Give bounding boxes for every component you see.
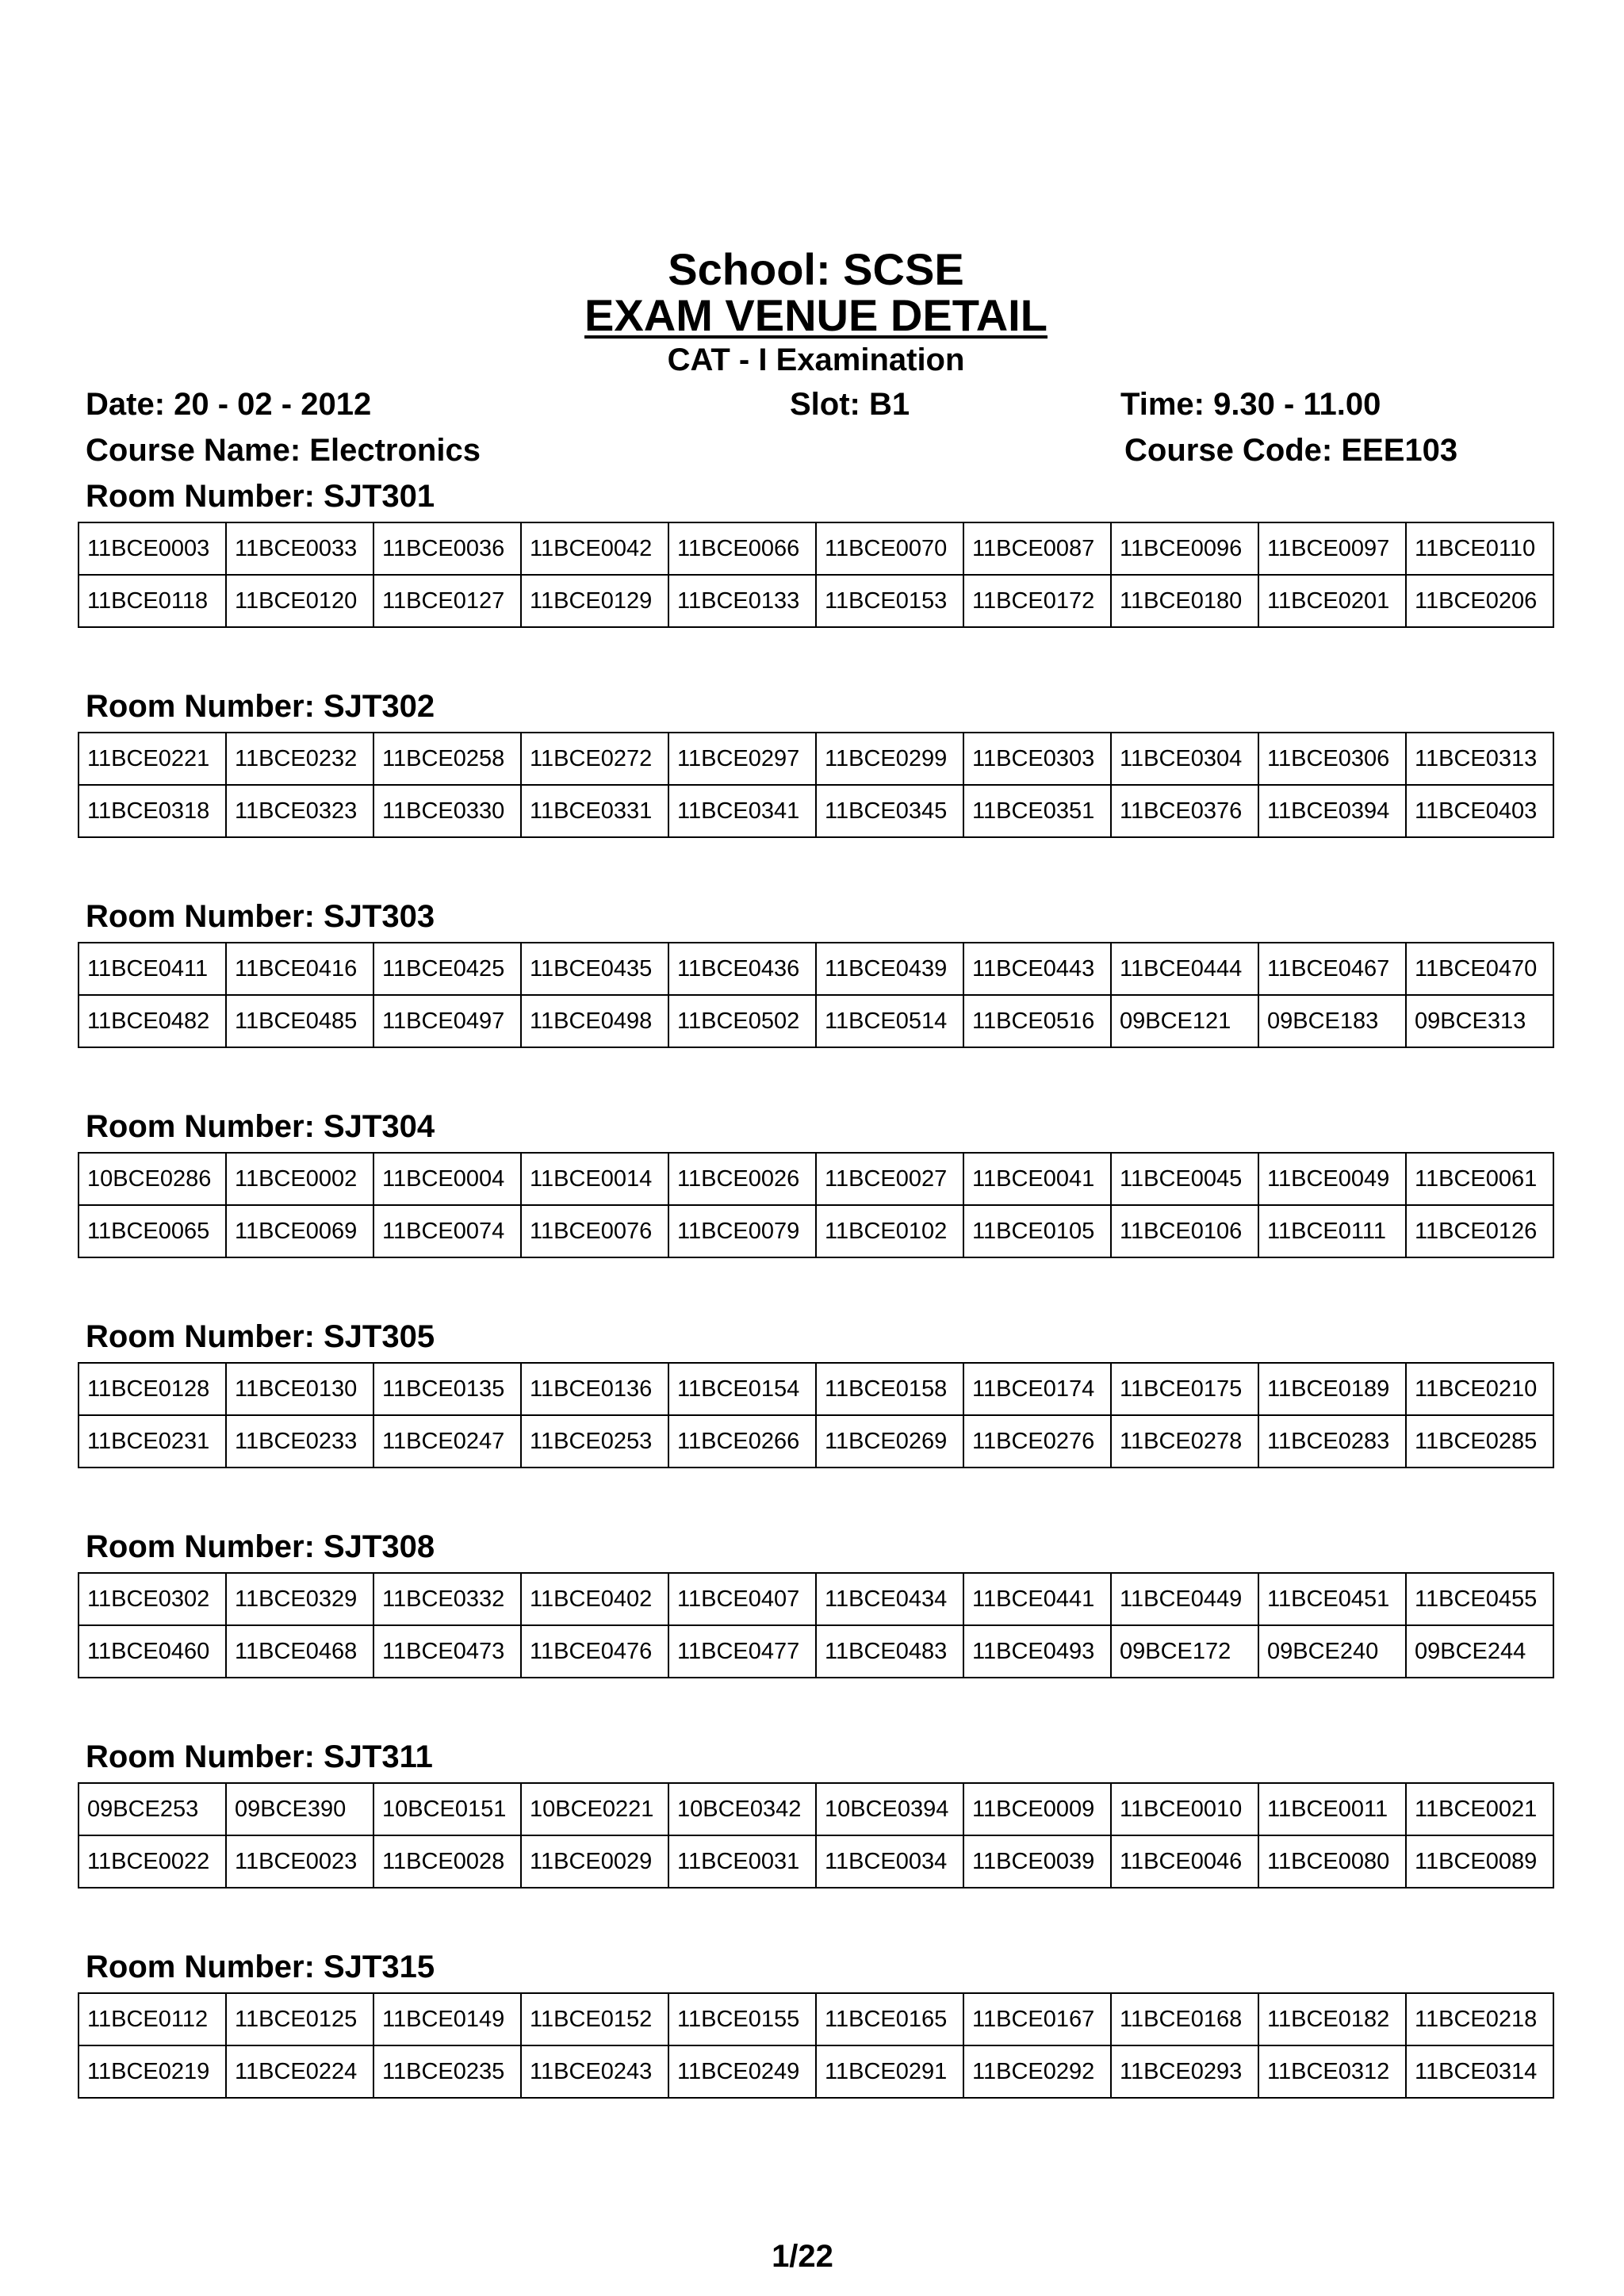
roll-number-cell: 11BCE0403 [1406,785,1553,837]
roll-number-cell: 11BCE0493 [963,1625,1111,1678]
roll-number-cell: 11BCE0201 [1258,575,1406,627]
table-row [79,1835,1553,1888]
roll-number-cell: 11BCE0258 [373,733,521,785]
roll-number-cell: 11BCE0425 [373,943,521,995]
roll-number-cell: 11BCE0345 [816,785,963,837]
roll-number-cell: 11BCE0313 [1406,733,1553,785]
roll-number-cell: 11BCE0323 [226,785,373,837]
roll-number-cell: 11BCE0291 [816,2045,963,2098]
roll-number-cell: 11BCE0269 [816,1415,963,1468]
roll-number-cell: 11BCE0003 [79,522,226,575]
roll-number-cell: 11BCE0253 [521,1415,668,1468]
roll-number-cell: 11BCE0029 [521,1835,668,1888]
roll-number-cell: 11BCE0080 [1258,1835,1406,1888]
room-number-label: Room Number: SJT308 [86,1529,435,1564]
roll-number-cell: 11BCE0285 [1406,1415,1553,1468]
roll-number-cell: 11BCE0045 [1111,1153,1258,1205]
roll-number-cell: 11BCE0097 [1258,522,1406,575]
roll-number-cell: 11BCE0070 [816,522,963,575]
table-row [79,943,1553,995]
roll-number-cell: 11BCE0483 [816,1625,963,1678]
table-row [79,2045,1553,2098]
roll-number-cell: 11BCE0219 [79,2045,226,2098]
roll-number-cell: 11BCE0299 [816,733,963,785]
table-row [79,575,1553,627]
roll-number-cell: 11BCE0218 [1406,1993,1553,2045]
roll-number-cell: 11BCE0330 [373,785,521,837]
roll-number-cell: 10BCE0394 [816,1783,963,1835]
roll-number-cell: 11BCE0041 [963,1153,1111,1205]
roll-number-cell: 11BCE0133 [668,575,816,627]
roll-number-cell: 11BCE0129 [521,575,668,627]
roll-number-cell: 11BCE0106 [1111,1205,1258,1257]
roll-number-cell: 11BCE0168 [1111,1993,1258,2045]
roll-number-cell: 11BCE0502 [668,995,816,1047]
roll-number-cell: 11BCE0331 [521,785,668,837]
roll-number-cell: 11BCE0066 [668,522,816,575]
table-row [79,1153,1553,1205]
roll-number-cell: 11BCE0477 [668,1625,816,1678]
roll-number-cell: 11BCE0443 [963,943,1111,995]
roll-number-cell: 11BCE0293 [1111,2045,1258,2098]
roll-number-cell: 11BCE0127 [373,575,521,627]
roll-number-cell: 11BCE0026 [668,1153,816,1205]
roll-number-cell: 11BCE0444 [1111,943,1258,995]
roll-number-cell: 11BCE0158 [816,1363,963,1415]
roll-number-cell: 11BCE0076 [521,1205,668,1257]
roll-number-cell: 11BCE0314 [1406,2045,1553,2098]
roll-number-cell: 09BCE313 [1406,995,1553,1047]
roll-number-cell: 11BCE0069 [226,1205,373,1257]
roll-number-cell: 11BCE0272 [521,733,668,785]
table-row [79,1573,1553,1625]
roll-number-cell: 11BCE0011 [1258,1783,1406,1835]
roll-number-cell: 09BCE183 [1258,995,1406,1047]
roll-number-cell: 11BCE0165 [816,1993,963,2045]
roll-number-cell: 11BCE0033 [226,522,373,575]
room-number-label: Room Number: SJT305 [86,1319,435,1354]
roll-number-cell: 11BCE0233 [226,1415,373,1468]
room-number-label: Room Number: SJT304 [86,1109,435,1144]
roll-number-cell: 11BCE0221 [79,733,226,785]
exam-name: CAT - I Examination [667,342,965,377]
roll-number-cell: 11BCE0376 [1111,785,1258,837]
roll-number-cell: 11BCE0341 [668,785,816,837]
roll-number-cell: 10BCE0151 [373,1783,521,1835]
roll-number-cell: 11BCE0110 [1406,522,1553,575]
roll-number-cell: 11BCE0039 [963,1835,1111,1888]
exam-slot: Slot: B1 [790,387,910,422]
roll-number-cell: 11BCE0247 [373,1415,521,1468]
roll-number-cell: 11BCE0087 [963,522,1111,575]
roll-number-cell: 11BCE0136 [521,1363,668,1415]
roll-number-table [78,1992,1554,2099]
roll-number-cell: 11BCE0243 [521,2045,668,2098]
roll-number-cell: 11BCE0476 [521,1625,668,1678]
roll-number-cell: 11BCE0061 [1406,1153,1553,1205]
roll-number-cell: 11BCE0485 [226,995,373,1047]
roll-number-cell: 11BCE0232 [226,733,373,785]
roll-number-cell: 11BCE0180 [1111,575,1258,627]
roll-number-cell: 11BCE0206 [1406,575,1553,627]
roll-number-cell: 11BCE0467 [1258,943,1406,995]
roll-number-cell: 11BCE0304 [1111,733,1258,785]
roll-number-cell: 11BCE0224 [226,2045,373,2098]
exam-date: Date: 20 - 02 - 2012 [86,387,372,422]
roll-number-cell: 11BCE0128 [79,1363,226,1415]
roll-number-cell: 11BCE0441 [963,1573,1111,1625]
table-row [79,1415,1553,1468]
roll-number-cell: 11BCE0182 [1258,1993,1406,2045]
roll-number-cell: 11BCE0111 [1258,1205,1406,1257]
course-code: Course Code: EEE103 [1124,433,1458,468]
roll-number-cell: 11BCE0497 [373,995,521,1047]
roll-number-cell: 11BCE0498 [521,995,668,1047]
roll-number-cell: 11BCE0120 [226,575,373,627]
roll-number-cell: 11BCE0112 [79,1993,226,2045]
roll-number-cell: 11BCE0303 [963,733,1111,785]
roll-number-cell: 11BCE0105 [963,1205,1111,1257]
roll-number-cell: 11BCE0451 [1258,1573,1406,1625]
roll-number-cell: 11BCE0473 [373,1625,521,1678]
roll-number-table [78,1362,1554,1468]
table-row [79,522,1553,575]
roll-number-table [78,522,1554,628]
roll-number-cell: 11BCE0014 [521,1153,668,1205]
roll-number-cell: 11BCE0276 [963,1415,1111,1468]
roll-number-cell: 11BCE0302 [79,1573,226,1625]
roll-number-cell: 11BCE0125 [226,1993,373,2045]
roll-number-cell: 11BCE0152 [521,1993,668,2045]
roll-number-cell: 11BCE0312 [1258,2045,1406,2098]
roll-number-cell: 11BCE0089 [1406,1835,1553,1888]
roll-number-cell: 11BCE0283 [1258,1415,1406,1468]
roll-number-cell: 11BCE0514 [816,995,963,1047]
roll-number-cell: 11BCE0036 [373,522,521,575]
roll-number-cell: 11BCE0470 [1406,943,1553,995]
roll-number-cell: 11BCE0031 [668,1835,816,1888]
exam-time: Time: 9.30 - 11.00 [1120,387,1381,422]
roll-number-cell: 11BCE0022 [79,1835,226,1888]
roll-number-cell: 11BCE0416 [226,943,373,995]
roll-number-cell: 11BCE0482 [79,995,226,1047]
roll-number-cell: 09BCE390 [226,1783,373,1835]
roll-number-cell: 11BCE0351 [963,785,1111,837]
room-number-label: Room Number: SJT302 [86,689,435,724]
roll-number-table [78,1572,1554,1678]
page-number: 1/22 [772,2239,833,2274]
roll-number-cell: 11BCE0278 [1111,1415,1258,1468]
roll-number-table [78,942,1554,1048]
school-heading: School: SCSE [668,244,964,294]
roll-number-cell: 11BCE0034 [816,1835,963,1888]
roll-number-cell: 11BCE0449 [1111,1573,1258,1625]
roll-number-cell: 11BCE0135 [373,1363,521,1415]
roll-number-cell: 11BCE0028 [373,1835,521,1888]
roll-number-cell: 11BCE0102 [816,1205,963,1257]
roll-number-cell: 11BCE0023 [226,1835,373,1888]
roll-number-cell: 11BCE0434 [816,1573,963,1625]
roll-number-cell: 11BCE0079 [668,1205,816,1257]
roll-number-cell: 11BCE0049 [1258,1153,1406,1205]
roll-number-cell: 11BCE0460 [79,1625,226,1678]
roll-number-cell: 11BCE0153 [816,575,963,627]
roll-number-cell: 11BCE0096 [1111,522,1258,575]
table-row [79,1993,1553,2045]
table-row [79,785,1553,837]
roll-number-cell: 11BCE0266 [668,1415,816,1468]
roll-number-cell: 11BCE0004 [373,1153,521,1205]
roll-number-cell: 11BCE0292 [963,2045,1111,2098]
roll-number-cell: 11BCE0167 [963,1993,1111,2045]
course-name: Course Name: Electronics [86,433,481,468]
roll-number-table [78,732,1554,838]
table-row [79,1625,1553,1678]
roll-number-cell: 11BCE0021 [1406,1783,1553,1835]
roll-number-cell: 11BCE0318 [79,785,226,837]
roll-number-cell: 11BCE0002 [226,1153,373,1205]
room-number-label: Room Number: SJT301 [86,479,435,514]
table-row [79,1363,1553,1415]
roll-number-cell: 11BCE0210 [1406,1363,1553,1415]
roll-number-cell: 09BCE253 [79,1783,226,1835]
roll-number-cell: 11BCE0394 [1258,785,1406,837]
roll-number-cell: 11BCE0149 [373,1993,521,2045]
roll-number-cell: 11BCE0154 [668,1363,816,1415]
roll-number-cell: 11BCE0439 [816,943,963,995]
roll-number-cell: 11BCE0468 [226,1625,373,1678]
roll-number-cell: 11BCE0332 [373,1573,521,1625]
table-row [79,1783,1553,1835]
roll-number-cell: 11BCE0174 [963,1363,1111,1415]
roll-number-cell: 11BCE0231 [79,1415,226,1468]
roll-number-table [78,1152,1554,1258]
roll-number-cell: 11BCE0118 [79,575,226,627]
roll-number-cell: 11BCE0329 [226,1573,373,1625]
roll-number-cell: 11BCE0130 [226,1363,373,1415]
roll-number-cell: 10BCE0286 [79,1153,226,1205]
roll-number-cell: 11BCE0455 [1406,1573,1553,1625]
roll-number-cell: 11BCE0436 [668,943,816,995]
roll-number-cell: 11BCE0046 [1111,1835,1258,1888]
roll-number-cell: 11BCE0411 [79,943,226,995]
document-title: EXAM VENUE DETAIL [584,290,1048,340]
roll-number-cell: 11BCE0155 [668,1993,816,2045]
roll-number-cell: 11BCE0065 [79,1205,226,1257]
roll-number-cell: 09BCE172 [1111,1625,1258,1678]
roll-number-cell: 10BCE0342 [668,1783,816,1835]
roll-number-cell: 11BCE0435 [521,943,668,995]
roll-number-cell: 09BCE121 [1111,995,1258,1047]
table-row [79,995,1553,1047]
roll-number-cell: 11BCE0189 [1258,1363,1406,1415]
roll-number-cell: 11BCE0010 [1111,1783,1258,1835]
roll-number-cell: 10BCE0221 [521,1783,668,1835]
room-number-label: Room Number: SJT315 [86,1950,435,1984]
room-number-label: Room Number: SJT311 [86,1739,433,1774]
roll-number-cell: 11BCE0249 [668,2045,816,2098]
roll-number-cell: 11BCE0009 [963,1783,1111,1835]
roll-number-cell: 11BCE0042 [521,522,668,575]
table-row [79,1205,1553,1257]
table-row [79,733,1553,785]
roll-number-table [78,1782,1554,1888]
roll-number-cell: 11BCE0297 [668,733,816,785]
roll-number-cell: 09BCE244 [1406,1625,1553,1678]
roll-number-cell: 11BCE0175 [1111,1363,1258,1415]
roll-number-cell: 11BCE0027 [816,1153,963,1205]
room-number-label: Room Number: SJT303 [86,899,435,934]
roll-number-cell: 11BCE0172 [963,575,1111,627]
roll-number-cell: 11BCE0074 [373,1205,521,1257]
roll-number-cell: 09BCE240 [1258,1625,1406,1678]
roll-number-cell: 11BCE0402 [521,1573,668,1625]
roll-number-cell: 11BCE0407 [668,1573,816,1625]
roll-number-cell: 11BCE0306 [1258,733,1406,785]
roll-number-cell: 11BCE0126 [1406,1205,1553,1257]
roll-number-cell: 11BCE0235 [373,2045,521,2098]
roll-number-cell: 11BCE0516 [963,995,1111,1047]
